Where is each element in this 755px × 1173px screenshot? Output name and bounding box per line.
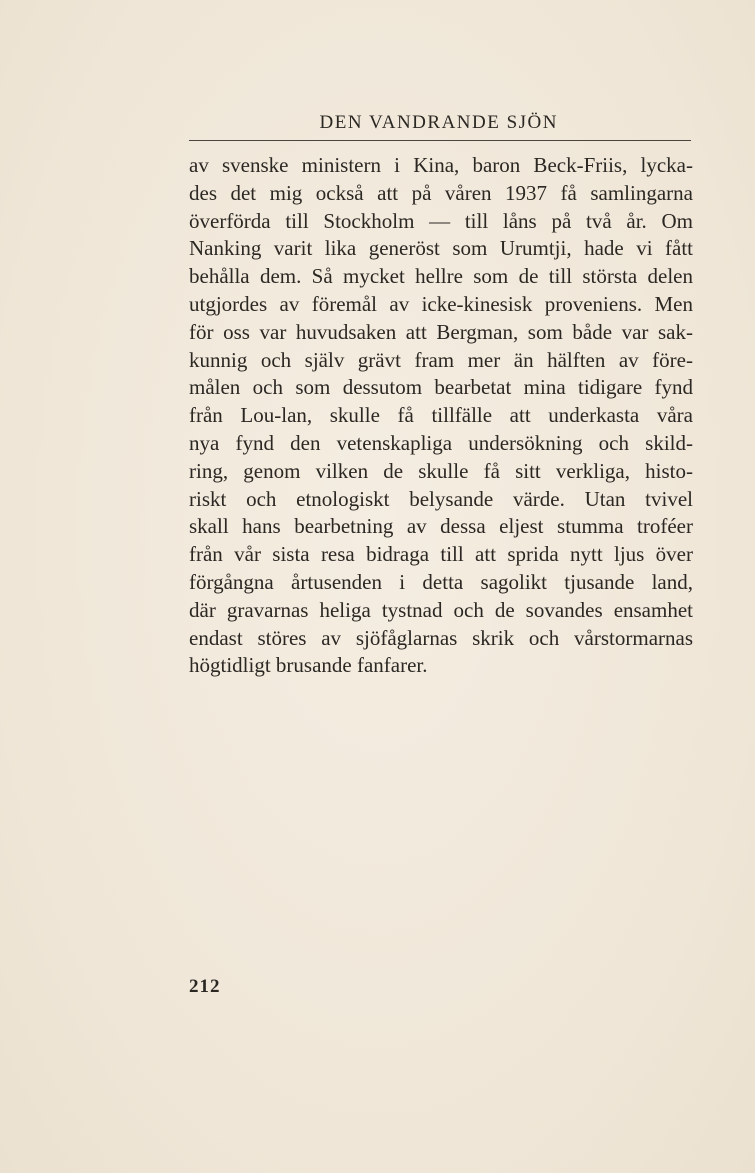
text-line: av svenske ministern i Kina, baron Beck-Friis, lycka- [189,153,693,177]
text-line: förgångna årtusenden i detta sagolikt tjusande land, [189,569,693,594]
text-line: högtidligt brusande fanfarer. [189,653,428,678]
running-head: DEN VANDRANDE SJÖN [319,112,558,133]
text-line: för oss var huvudsaken att Bergman, som både var sak- [189,319,693,344]
text-line: riskt och etnologiskt belysande värde. Utan tvivel [189,486,693,511]
header-rule [189,140,691,141]
text-line: från vår sista resa bidraga till att sprida nytt ljus över [189,542,693,567]
text-line: överförda till Stockholm — till låns på två år. Om [189,208,693,233]
text-line: från Lou-lan, skulle få tillfälle att underkasta våra [189,403,693,428]
text-line: des det mig också att på våren 1937 få samlingarna [189,180,693,205]
body-text [189,152,693,680]
text-line: endast störes av sjöfåglarnas skrik och vårstormarnas [189,625,693,650]
text-line: Nanking varit lika generöst som Urumtji, hade vi fått [189,236,693,261]
text-line: skall hans bearbetning av dessa eljest stumma troféer [189,514,693,539]
page-number: 212 [189,976,221,997]
text-line: nya fynd den vetenskapliga undersökning och skild- [189,430,693,455]
text-line: ring, genom vilken de skulle få sitt verkliga, histo- [189,458,693,483]
text-line: där gravarnas heliga tystnad och de sovandes ensamhet [189,597,693,622]
text-line: målen och som dessutom bearbetat mina tidigare fynd [189,375,693,400]
text-line: behålla dem. Så mycket hellre som de till största delen [189,264,693,289]
text-line: kunnig och själv grävt fram mer än hälften av före- [189,347,693,372]
text-line: utgjordes av föremål av icke-kinesisk proveniens. Men [189,291,693,316]
